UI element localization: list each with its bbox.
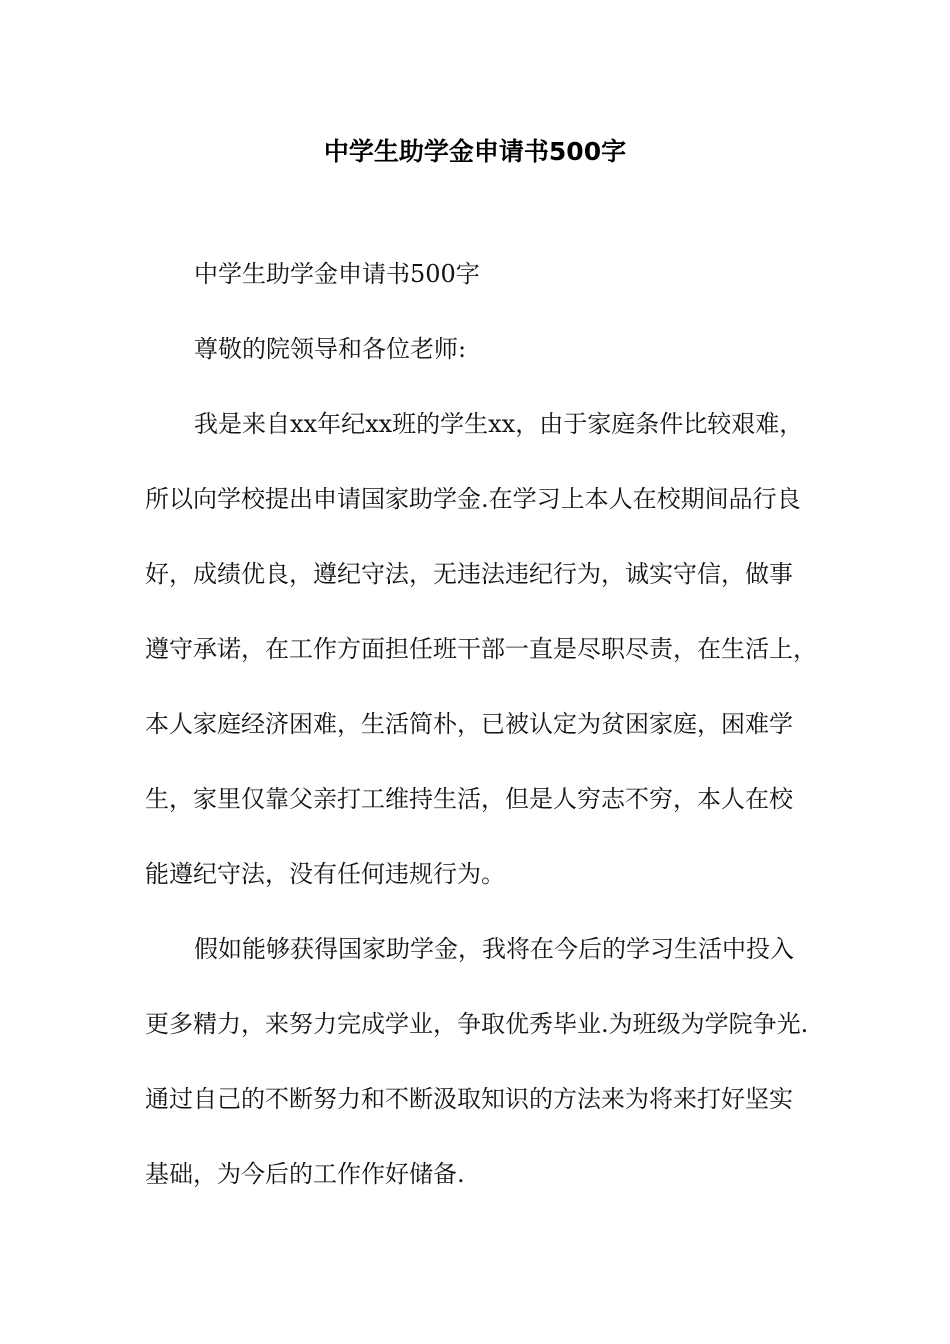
paragraph-heading [145,256,835,294]
text-line: 遵守承诺，在工作方面担任班干部一直是尽职尽责，在生活上， [145,635,817,663]
text-line: 所以向学校提出申请国家助学金.在学习上本人在校期间品行良 [145,485,801,513]
text-line: 本人家庭经济困难，生活简朴，已被认定为贫困家庭，困难学 [145,710,793,738]
text-line: 好，成绩优良，遵纪守法，无违法违纪行为，诚实守信，做事 [145,560,793,588]
text-line: 通过自己的不断努力和不断汲取知识的方法来为将来打好坚实 [145,1085,793,1113]
text-line: 我是来自xx年纪xx班的学生xx，由于家庭条件比较艰难， [194,410,804,438]
text-line: 生，家里仅靠父亲打工维持生活，但是人穷志不穷，本人在校 [145,785,793,813]
text-line: 基础，为今后的工作作好储备. [145,1160,465,1188]
text-line: 尊敬的院领导和各位老师: [194,335,467,363]
paragraph-introduction [145,406,835,894]
text-line: 中学生助学金申请书500字 [194,260,480,288]
text-line: 更多精力，来努力完成学业，争取优秀毕业.为班级为学院争光. [145,1010,809,1038]
document-title: 中学生助学金申请书500字 [323,137,627,166]
paragraph-commitment [145,931,835,1194]
paragraph-salutation [145,331,835,369]
text-line: 假如能够获得国家助学金，我将在今后的学习生活中投入 [194,935,794,963]
document-body [145,256,835,1194]
text-line: 能遵纪守法，没有任何违规行为。 [145,860,505,888]
